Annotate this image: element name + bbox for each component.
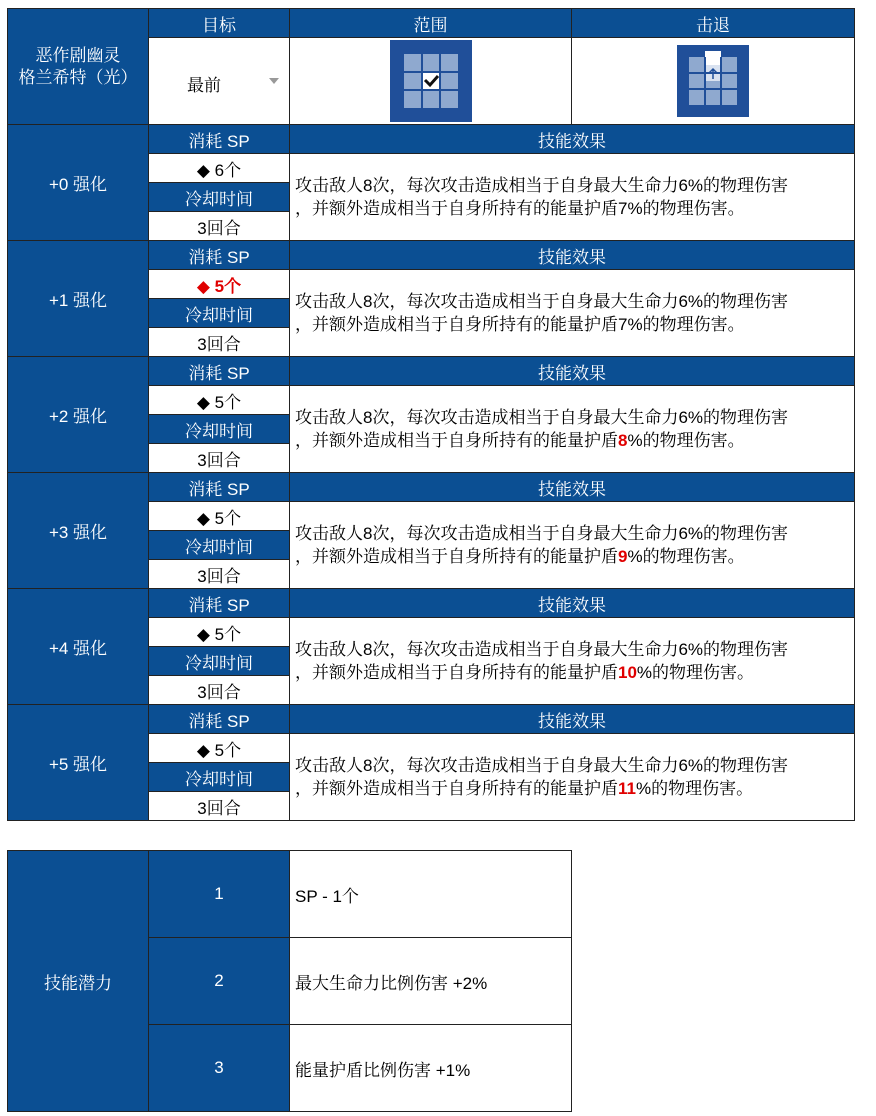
effect-line2-post: %的物理伤害。 [627, 547, 745, 566]
potential-num: 1 [149, 851, 290, 938]
cooldown-value: 3回合 [149, 676, 290, 705]
level-label: +2 强化 [8, 357, 149, 473]
sp-cost-value: ◆ 5个 [149, 270, 290, 299]
effect-line2-post: %的物理伤害。 [635, 779, 754, 798]
potential-num: 2 [149, 938, 290, 1025]
effect-header: 技能效果 [290, 473, 855, 502]
effect-line2-post: %的物理伤害。 [627, 315, 745, 334]
range-grid-icon [390, 40, 472, 122]
sp-cost-header: 消耗 SP [149, 473, 290, 502]
target-select[interactable] [149, 38, 290, 125]
level-label: +0 强化 [8, 125, 149, 241]
sp-cost-header: 消耗 SP [149, 705, 290, 734]
sp-cost-header: 消耗 SP [149, 125, 290, 154]
effect-line1: 攻击敌人8次，每次攻击造成相当于自身最大生命力6%的物理伤害 [295, 640, 789, 659]
effect-line2 [295, 197, 854, 220]
level-label: +1 强化 [8, 241, 149, 357]
cooldown-value: 3回合 [149, 792, 290, 821]
level-label: +3 强化 [8, 473, 149, 589]
header-range: 范围 [290, 9, 572, 38]
effect-line1: 攻击敌人8次，每次攻击造成相当于自身最大生命力6%的物理伤害 [295, 756, 789, 775]
cooldown-value: 3回合 [149, 212, 290, 241]
cooldown-header: 冷却时间 [149, 183, 290, 212]
sp-cost-value: ◆ 5个 [149, 502, 290, 531]
effect-line2-pre: ，并额外造成相当于自身所持有的能量护盾 [295, 315, 618, 334]
effect-header: 技能效果 [290, 241, 855, 270]
potential-text: 最大生命力比例伤害 +2% [290, 938, 572, 1025]
target-select-value: 最前 [187, 76, 221, 95]
effect-text [290, 386, 855, 473]
potential-table [7, 850, 572, 1112]
header-target: 目标 [149, 9, 290, 38]
effect-number: 10 [618, 663, 637, 682]
sp-cost-header: 消耗 SP [149, 241, 290, 270]
potential-num: 3 [149, 1025, 290, 1112]
cooldown-value: 3回合 [149, 560, 290, 589]
sp-cost-value: ◆ 5个 [149, 618, 290, 647]
potential-label: 技能潜力 [8, 851, 149, 1112]
effect-line1: 攻击敌人8次，每次攻击造成相当于自身最大生命力6%的物理伤害 [295, 408, 789, 427]
effect-line2 [295, 545, 854, 568]
sp-cost-header: 消耗 SP [149, 589, 290, 618]
effect-line1: 攻击敌人8次，每次攻击造成相当于自身最大生命力6%的物理伤害 [295, 176, 789, 195]
effect-text [290, 734, 855, 821]
effect-line2-post: %的物理伤害。 [627, 199, 745, 218]
sp-cost-value: ◆ 5个 [149, 734, 290, 763]
potential-text: 能量护盾比例伤害 +1% [290, 1025, 572, 1112]
effect-line2 [295, 313, 854, 336]
effect-header: 技能效果 [290, 589, 855, 618]
level-label: +4 强化 [8, 589, 149, 705]
sp-cost-value: ◆ 6个 [149, 154, 290, 183]
effect-line1: 攻击敌人8次，每次攻击造成相当于自身最大生命力6%的物理伤害 [295, 524, 789, 543]
effect-line2 [295, 777, 854, 800]
cooldown-header: 冷却时间 [149, 415, 290, 444]
header-knockback: 击退 [572, 9, 855, 38]
effect-text [290, 154, 855, 241]
sp-cost-value: ◆ 5个 [149, 386, 290, 415]
character-name [8, 9, 149, 125]
effect-header: 技能效果 [290, 705, 855, 734]
chevron-down-icon[interactable] [269, 78, 279, 84]
cooldown-value: 3回合 [149, 328, 290, 357]
effect-header: 技能效果 [290, 357, 855, 386]
skill-table [7, 8, 855, 821]
effect-text [290, 618, 855, 705]
effect-line2-pre: ，并额外造成相当于自身所持有的能量护盾 [295, 431, 618, 450]
knockback-cell [572, 38, 855, 125]
cooldown-header: 冷却时间 [149, 299, 290, 328]
effect-line1: 攻击敌人8次，每次攻击造成相当于自身最大生命力6%的物理伤害 [295, 292, 789, 311]
effect-line2-pre: ，并额外造成相当于自身所持有的能量护盾 [295, 199, 618, 218]
cooldown-header: 冷却时间 [149, 531, 290, 560]
sp-cost-header: 消耗 SP [149, 357, 290, 386]
effect-line2-pre: ，并额外造成相当于自身所持有的能量护盾 [295, 779, 618, 798]
effect-line2 [295, 661, 854, 684]
effect-line2-post: %的物理伤害。 [627, 431, 745, 450]
effect-line2 [295, 429, 854, 452]
knockback-grid-icon [677, 45, 749, 117]
effect-line2-pre: ，并额外造成相当于自身所持有的能量护盾 [295, 663, 618, 682]
character-name-line1: 恶作剧幽灵 [35, 45, 121, 65]
cooldown-header: 冷却时间 [149, 647, 290, 676]
character-name-line2: 格兰希特（光） [18, 67, 138, 87]
effect-text [290, 502, 855, 589]
cooldown-header: 冷却时间 [149, 763, 290, 792]
effect-text [290, 270, 855, 357]
level-label: +5 强化 [8, 705, 149, 821]
potential-text: SP - 1个 [290, 851, 572, 938]
effect-number: 7 [618, 199, 628, 218]
effect-number: 8 [618, 431, 628, 450]
cooldown-value: 3回合 [149, 444, 290, 473]
effect-number: 11 [618, 779, 636, 798]
effect-line2-pre: ，并额外造成相当于自身所持有的能量护盾 [295, 547, 618, 566]
range-cell [290, 38, 572, 125]
effect-header: 技能效果 [290, 125, 855, 154]
effect-line2-post: %的物理伤害。 [636, 663, 755, 682]
effect-number: 9 [618, 547, 628, 566]
effect-number: 7 [618, 315, 628, 334]
